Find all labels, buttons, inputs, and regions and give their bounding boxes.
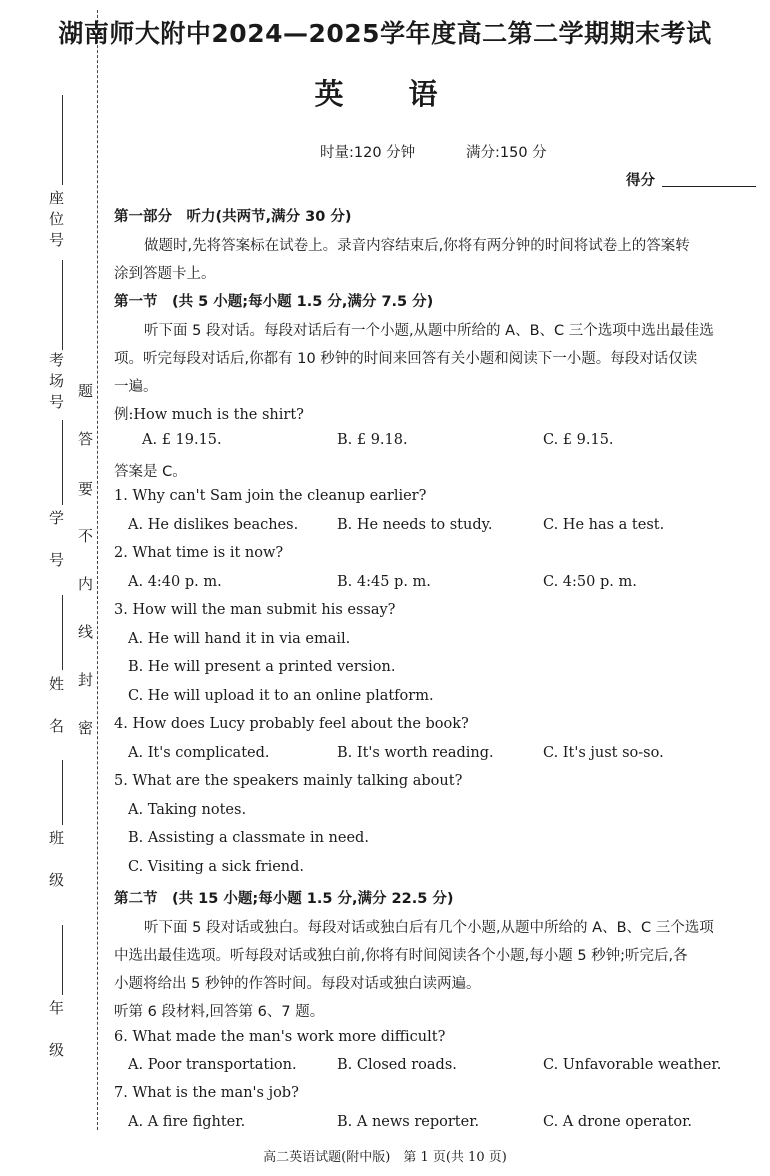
score-blank [662,186,756,187]
exam-room-fill-line [62,260,63,350]
q1-option-a: A. He dislikes beaches. [128,517,299,533]
exam-room-label: 考场号 [47,352,65,415]
seal-char: 要 [78,480,94,498]
example-question: 例:How much is the shirt? [114,407,304,423]
seal-char: 题 [78,382,94,400]
example-option-a: A. £ 19.15. [142,432,222,448]
example-option-c: C. £ 9.15. [543,432,614,448]
question-7: 7. What is the man's job? [114,1085,299,1101]
question-5: 5. What are the speakers mainly talking about? [114,773,463,789]
seal-char: 线 [78,623,94,641]
section2-heading: 第二节 (共 15 小题;每小题 1.5 分,满分 22.5 分) [114,891,454,907]
q5-option-c: C. Visiting a sick friend. [128,859,305,875]
part1-heading: 第一部分 听力(共两节,满分 30 分) [114,209,352,225]
score-label: 得分 [626,173,655,189]
example-answer: 答案是 C。 [114,464,187,480]
question-3: 3. How will the man submit his essay? [114,602,396,618]
q4-option-a: A. It's complicated. [128,745,270,761]
material-note: 听第 6 段材料,回答第 6、7 题。 [114,1004,325,1020]
question-4: 4. How does Lucy probably feel about the book? [114,716,469,732]
grade-fill-line [62,925,63,995]
q3-option-b: B. He will present a printed version. [128,659,396,675]
time-info: 时量:120 分钟 [320,145,416,161]
seal-char: 不 [78,527,94,545]
part1-instruction-line: 做题时,先将答案标在试卷上。录音内容结束后,你将有两分钟的时间将试卷上的答案转 [144,238,690,254]
example-option-b: B. £ 9.18. [337,432,408,448]
q6-option-a: A. Poor transportation. [128,1057,297,1073]
student-id-fill-line [62,420,63,505]
binding-dashed-line [97,10,98,1130]
part1-instruction-line: 涂到答题卡上。 [114,266,216,282]
seal-char: 封 [78,671,94,689]
q6-option-b: B. Closed roads. [337,1057,457,1073]
name-fill-line [62,595,63,670]
seal-char: 答 [78,430,94,448]
q7-option-b: B. A news reporter. [337,1114,480,1130]
q5-option-b: B. Assisting a classmate in need. [128,830,369,846]
grade-label: 年 级 [47,1000,65,1063]
q3-option-a: A. He will hand it in via email. [128,631,351,647]
q2-option-b: B. 4:45 p. m. [337,574,431,590]
class-fill-line [62,760,63,825]
section1-instruction-line: 项。听完每段对话后,你都有 10 秒钟的时间来回答有关小题和阅读下一小题。每段对话仅读 [114,351,698,367]
subject-title: 英 语 [314,77,456,111]
question-2: 2. What time is it now? [114,545,284,561]
seat-label: 座位号 [47,190,65,253]
section2-instruction-line: 听下面 5 段对话或独白。每段对话或独白后有几个小题,从题中所给的 A、B、C 三个选项 [144,920,714,936]
q2-option-a: A. 4:40 p. m. [128,574,222,590]
q4-option-c: C. It's just so-so. [543,745,664,761]
q2-option-c: C. 4:50 p. m. [543,574,637,590]
q6-option-c: C. Unfavorable weather. [543,1057,722,1073]
page-footer: 高二英语试题(附中版) 第 1 页(共 10 页) [263,1150,507,1165]
q4-option-b: B. It's worth reading. [337,745,494,761]
section2-instruction-line: 中选出最佳选项。听每段对话或独白前,你将有时间阅读各个小题,每小题 5 秒钟;听完后,各 [114,948,688,964]
class-label: 班 级 [47,830,65,893]
name-label: 姓 名 [47,676,65,739]
section1-instruction-line: 听下面 5 段对话。每段对话后有一个小题,从题中所给的 A、B、C 三个选项中选出最佳选 [144,323,714,339]
question-6: 6. What made the man's work more difficult? [114,1029,446,1045]
q7-option-c: C. A drone operator. [543,1114,693,1130]
full-score-info: 满分:150 分 [466,145,547,161]
section1-heading: 第一节 (共 5 小题;每小题 1.5 分,满分 7.5 分) [114,294,434,310]
q1-option-c: C. He has a test. [543,517,665,533]
student-id-label: 学 号 [47,510,65,573]
exam-title: 湖南师大附中2024—2025学年度高二第二学期期末考试 [58,19,712,48]
section2-instruction-line: 小题将给出 5 秒钟的作答时间。每段对话或独白读两遍。 [114,976,481,992]
question-1: 1. Why can't Sam join the cleanup earlier? [114,488,427,504]
section1-instruction-line: 一遍。 [114,379,158,395]
q1-option-b: B. He needs to study. [337,517,493,533]
seal-char: 密 [78,719,94,737]
seal-char: 内 [78,575,94,593]
q7-option-a: A. A fire fighter. [128,1114,246,1130]
q5-option-a: A. Taking notes. [128,802,247,818]
q3-option-c: C. He will upload it to an online platform. [128,688,434,704]
